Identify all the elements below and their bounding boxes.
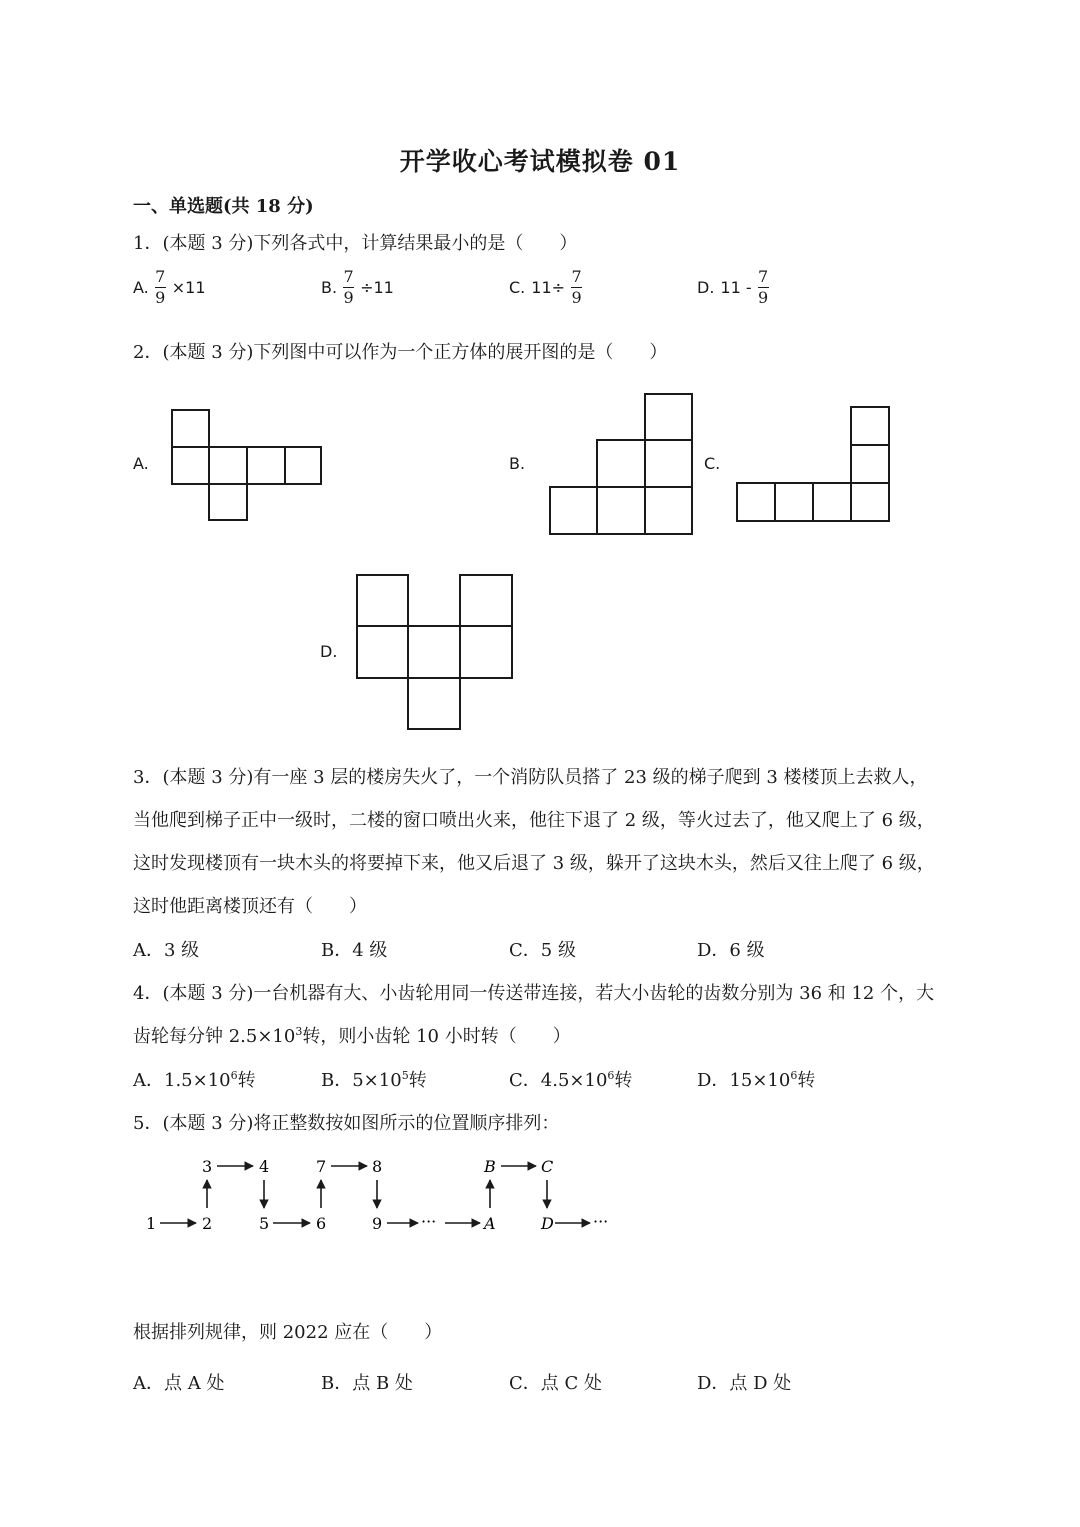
seq-num-6: 6	[316, 1214, 327, 1233]
seq-num-8: 8	[372, 1157, 383, 1176]
q4-option-c[interactable]: C．$4.5\times 10^6$转	[509, 1069, 633, 1091]
q5-option-a[interactable]: A．点 A 处	[133, 1373, 225, 1394]
seq-num-7: 7	[316, 1157, 327, 1176]
q2-label-b[interactable]: B.	[509, 454, 526, 473]
seq-num-9: 9	[372, 1214, 383, 1233]
option-expr: ×11	[171, 278, 206, 297]
option-label: B.	[321, 278, 338, 297]
question-2-stem: 2．(本题 3 分)下列图中可以作为一个正方体的展开图的是（ ）	[133, 342, 668, 363]
fraction: $\frac{7}{9}$	[758, 267, 769, 307]
cube-net-c	[731, 401, 897, 529]
q5-option-c[interactable]: C．点 C 处	[509, 1373, 602, 1394]
seq-num-3: 3	[202, 1157, 213, 1176]
q5-option-d[interactable]: D．点 D 处	[697, 1373, 792, 1394]
q2-label-c[interactable]: C.	[704, 454, 721, 473]
q1-option-c[interactable]	[509, 268, 582, 307]
q5-option-b[interactable]: B．点 B 处	[321, 1373, 413, 1394]
option-label: D.	[697, 278, 715, 297]
question-3-line-1: 3．(本题 3 分)有一座 3 层的楼房失火了，一个消防队员搭了 23 级的梯子爬到 3 楼楼顶上去救人，	[133, 767, 928, 788]
number-sequence-diagram	[140, 1150, 640, 1240]
seq-point-c: C	[541, 1157, 554, 1176]
q4-option-d[interactable]: D．$15\times 10^6$转	[697, 1069, 816, 1091]
q4-option-a[interactable]: A．$1.5\times 10^6$转	[133, 1069, 256, 1091]
seq-point-b: B	[484, 1157, 496, 1176]
q3-option-d[interactable]: D．6 级	[697, 940, 765, 961]
question-3-line-3: 这时发现楼顶有一块木头的将要掉下来，他又后退了 3 级，躲开了这块木头，然后又往上爬了 6 级，	[133, 853, 935, 874]
q2-label-a[interactable]: A.	[133, 454, 149, 473]
seq-point-a: A	[484, 1214, 496, 1233]
q1-option-b[interactable]	[321, 268, 394, 307]
option-expr: 11 -	[720, 278, 752, 297]
fraction: $\frac{7}{9}$	[155, 267, 166, 307]
seq-num-1: 1	[146, 1214, 157, 1233]
seq-dots-2: ···	[593, 1212, 609, 1231]
question-1-stem: 1．(本题 3 分)下列各式中，计算结果最小的是（ ）	[133, 233, 578, 254]
question-5-prompt: 根据排列规律，则 2022 应在（ ）	[133, 1322, 443, 1343]
cube-net-b	[544, 388, 700, 540]
q1-option-a[interactable]	[133, 268, 206, 307]
option-expr: ÷11	[360, 278, 394, 297]
q3-option-b[interactable]: B．4 级	[321, 940, 388, 961]
question-3-line-2: 当他爬到梯子正中一级时，二楼的窗口喷出火来，他往下退了 2 级，等火过去了，他又爬上了 6 级，	[133, 810, 935, 831]
seq-num-5: 5	[259, 1214, 270, 1233]
q4-option-b[interactable]: B．$5\times 10^5$转	[321, 1069, 427, 1091]
section-heading: 一、单选题(共 18 分)	[133, 196, 314, 217]
option-label: A.	[133, 278, 149, 297]
cube-net-a	[165, 404, 330, 526]
fraction: $\frac{7}{9}$	[571, 267, 582, 307]
fraction: $\frac{7}{9}$	[343, 267, 354, 307]
seq-num-2: 2	[202, 1214, 213, 1233]
q3-option-c[interactable]: C．5 级	[509, 940, 576, 961]
question-5-stem: 5．(本题 3 分)将正整数按如图所示的位置顺序排列：	[133, 1113, 560, 1134]
question-3-line-4: 这时他距离楼顶还有（ ）	[133, 896, 367, 917]
q1-option-d[interactable]	[697, 268, 769, 307]
seq-point-d: D	[541, 1214, 554, 1233]
seq-num-4: 4	[259, 1157, 270, 1176]
question-4-line-2: 齿轮每分钟 $2.5\times 10^3$转，则小齿轮 10 小时转（ ）	[133, 1025, 571, 1047]
page-title: 开学收心考试模拟卷 01	[399, 147, 681, 176]
q3-option-a[interactable]: A．3 级	[133, 940, 200, 961]
seq-dots-1: ···	[421, 1212, 437, 1231]
option-label: C.	[509, 278, 526, 297]
cube-net-d	[351, 569, 519, 735]
q2-label-d[interactable]: D.	[320, 642, 338, 661]
option-expr: 11÷	[531, 278, 566, 297]
question-4-line-1: 4．(本题 3 分)一台机器有大、小齿轮用同一传送带连接，若大小齿轮的齿数分别为 36 和 12 个，大	[133, 983, 935, 1004]
